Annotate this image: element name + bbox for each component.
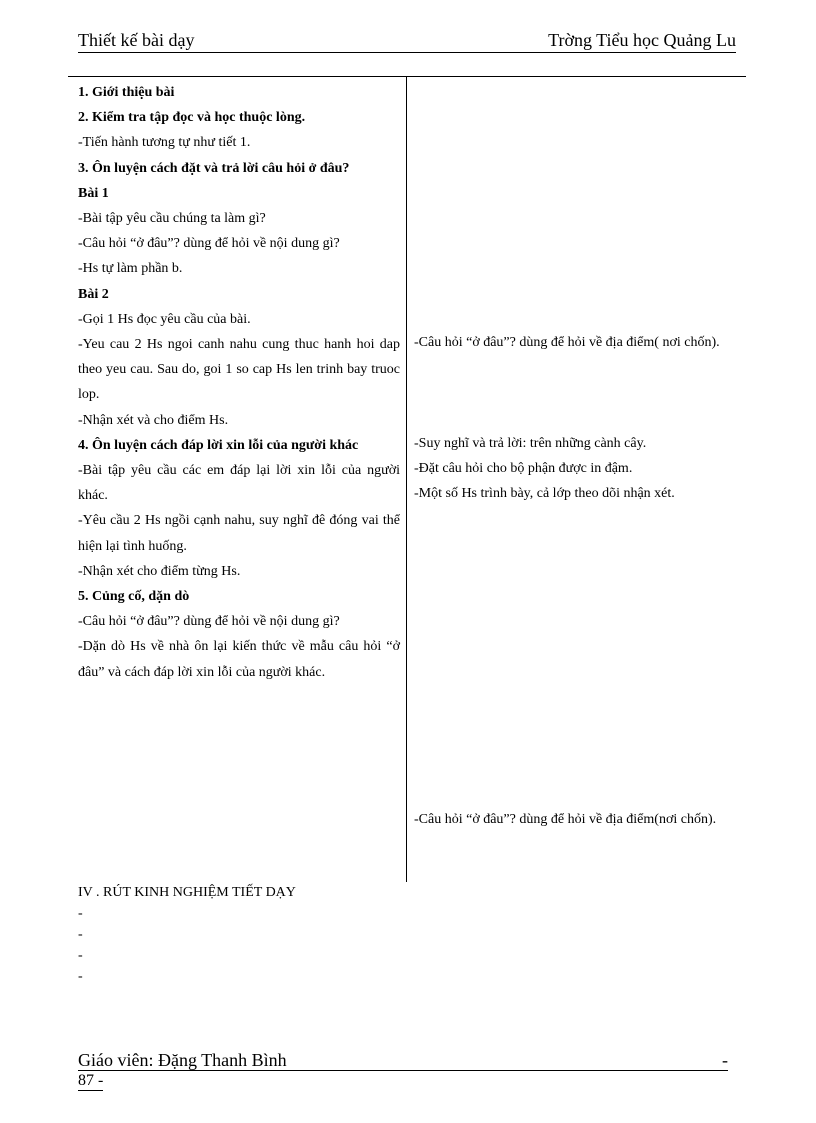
section-heading: Bài 1 — [78, 185, 109, 201]
activity-text: -Dặn dò Hs về nhà ôn lại kiến thức về mẫu câu hỏi “ở đâu” và cách đáp lời xin lỗi của người khác. — [78, 639, 400, 680]
note-line: - — [78, 906, 83, 921]
student-activity-text: -Đặt câu hỏi cho bộ phận được in đậm. — [414, 461, 633, 477]
section-heading: 3. Ôn luyện cách đặt và trả lời câu hỏi ở đâu? — [78, 160, 350, 176]
activity-text: -Tiến hành tương tự như tiết 1. — [78, 135, 251, 151]
note-line: - — [78, 948, 83, 963]
note-line: - — [78, 927, 83, 942]
activity-text: -Hs tự làm phần b. — [78, 261, 183, 277]
header-title: Thiết kế bài dạy — [78, 30, 195, 50]
teacher-activities-column — [78, 80, 400, 685]
teacher-name: Giáo viên: Đặng Thanh Bình — [78, 1050, 287, 1070]
section-heading: 2. Kiểm tra tập đọc và học thuộc lòng. — [78, 110, 306, 126]
activity-text: -Yeu cau 2 Hs ngoi canh nahu cung thuc hanh hoi dap theo yeu cau. Sau do, goi 1 so cap Hs len trinh bay truoc lop. — [78, 337, 400, 403]
section-heading: 4. Ôn luyện cách đáp lời xin lỗi của người khác — [78, 437, 359, 453]
activity-text: -Bài tập yêu cầu các em đáp lại lời xin lỗi của người khác. — [78, 463, 400, 504]
section-heading: 1. Giới thiệu bài — [78, 85, 175, 100]
note-line: - — [78, 969, 83, 984]
activity-text: -Nhận xét và cho điểm Hs. — [78, 412, 229, 428]
student-activity-text: -Suy nghĩ và trả lời: trên những cành cây. — [414, 436, 647, 451]
table-top-border — [68, 76, 746, 77]
footer-dash: - — [722, 1050, 728, 1070]
section-heading: IV . RÚT KINH NGHIỆM TIẾT DẠY — [78, 885, 296, 900]
section-heading: Bài 2 — [78, 286, 109, 302]
header-school: Trờng Tiểu học Quảng Lu — [548, 30, 736, 50]
activity-text: -Bài tập yêu cầu chúng ta làm gì? — [78, 211, 266, 227]
activity-text: -Nhận xét cho điểm từng Hs. — [78, 563, 241, 579]
activity-text: -Câu hỏi “ở đâu”? dùng để hỏi về nội dung gì? — [78, 236, 340, 252]
page-footer — [78, 1050, 728, 1071]
student-activity-text: -Câu hỏi “ở đâu”? dùng để hỏi về địa điểm(nơi chốn). — [414, 812, 717, 827]
student-activity-block-3 — [414, 807, 736, 832]
activity-text: -Gọi 1 Hs đọc yêu cầu của bài. — [78, 311, 251, 327]
table-column-divider — [406, 76, 407, 882]
page-number: 87 - — [78, 1072, 104, 1089]
student-activity-text: -Câu hỏi “ở đâu”? dùng để hỏi về địa điểm( nơi chốn). — [414, 335, 720, 350]
activity-text: -Câu hỏi “ở đâu”? dùng để hỏi về nội dung gì? — [78, 614, 340, 630]
activity-text: -Yêu cầu 2 Hs ngồi cạnh nahu, suy nghĩ đê đóng vai thể hiện lại tình huống. — [78, 513, 400, 554]
student-activity-block-1 — [414, 330, 736, 355]
student-activity-text: -Một số Hs trình bày, cả lớp theo dõi nhận xét. — [414, 486, 675, 502]
lesson-experience-section — [78, 882, 478, 987]
page-header — [78, 30, 736, 53]
student-activity-block-2 — [414, 431, 736, 507]
section-heading: 5. Củng cố, dặn dò — [78, 589, 190, 605]
